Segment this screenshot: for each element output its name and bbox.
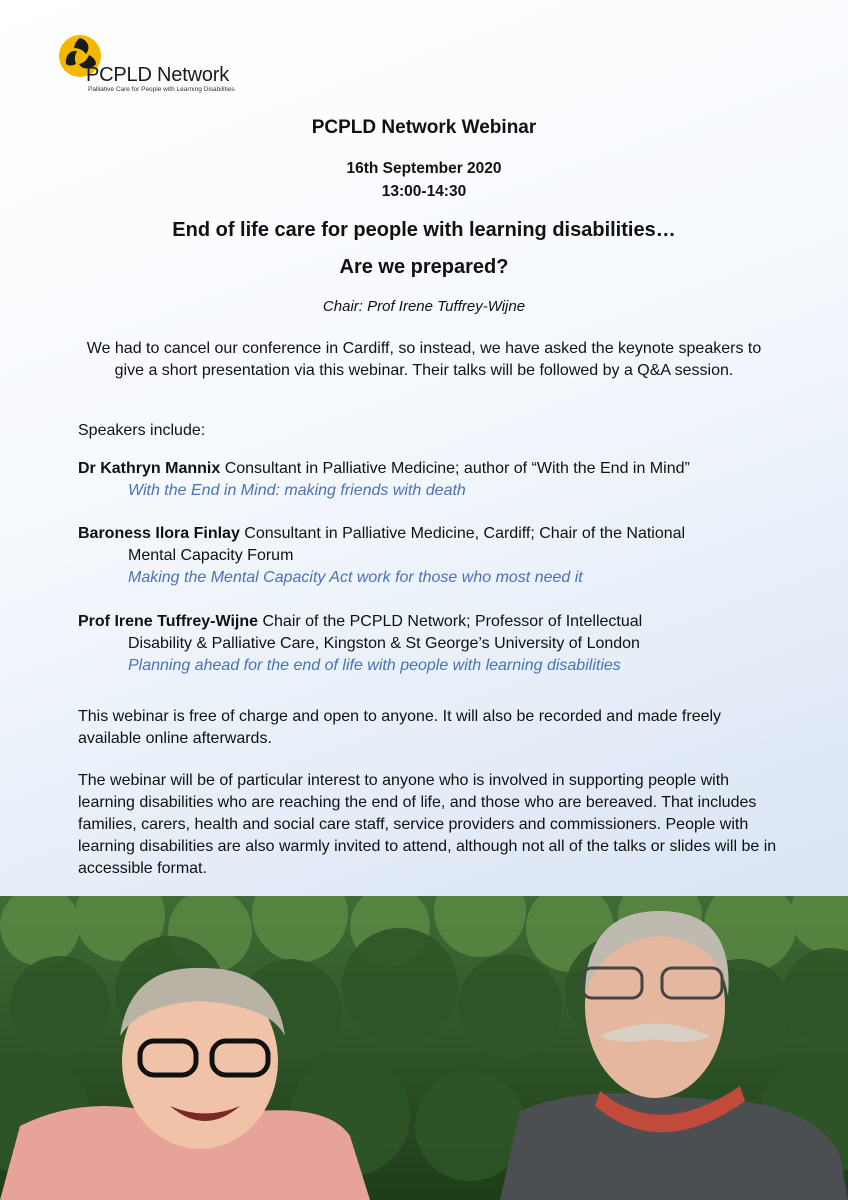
speaker-name: Prof Irene Tuffrey-Wijne: [78, 613, 259, 630]
speaker-role: Consultant in Palliative Medicine, Cardiff; Chair of the National: [239, 525, 686, 542]
logo-tagline: Palliative Care for People with Learning Disabilities: [88, 86, 235, 93]
speaker-tuffrey-wijne: [78, 611, 808, 677]
speakers-heading: Speakers include:: [78, 422, 206, 439]
speaker-mannix: [78, 458, 808, 502]
logo-name: PCPLD Network: [86, 64, 229, 86]
speaker-role: Consultant in Palliative Medicine; author of “With the End in Mind”: [220, 460, 690, 477]
webinar-title: PCPLD Network Webinar: [311, 117, 537, 138]
free-access-paragraph: This webinar is free of charge and open to anyone. It will also be recorded and made freely available online afterwards.: [78, 708, 722, 747]
speaker-role-continued: Disability & Palliative Care, Kingston & St George’s University of London: [128, 635, 640, 652]
pcpld-logo: [58, 30, 268, 100]
speaker-name: Dr Kathryn Mannix: [78, 460, 221, 477]
headline-line-2: Are we prepared?: [339, 256, 509, 278]
intro-paragraph: We had to cancel our conference in Cardiff, so instead, we have asked the keynote speakers to give a short presentation via this webinar. Their talks will be followed by a Q&A session.: [86, 340, 762, 379]
headline-line-1: End of life care for people with learning disabilities…: [172, 219, 676, 241]
speaker-finlay: [78, 523, 808, 589]
event-date: 16th September 2020: [346, 160, 502, 177]
talk-title: Making the Mental Capacity Act work for those who most need it: [128, 569, 583, 586]
talk-title: Planning ahead for the end of life with people with learning disabilities: [128, 657, 621, 674]
audience-paragraph: The webinar will be of particular interest to anyone who is involved in supporting people with learning disabilities who are reaching the end of life, and those who are bereaved. That includes families, carers, health and social care staff, service providers and commissioners. People with learning disabilities are also warmly invited to attend, although not all of the talks or slides will be in accessible format.: [78, 772, 777, 877]
speaker-role-continued: Mental Capacity Forum: [128, 547, 294, 564]
speakers-photo: [0, 896, 848, 1200]
photo-illustration: [0, 896, 848, 1200]
event-time: 13:00-14:30: [381, 183, 467, 200]
speaker-name: Baroness Ilora Finlay: [78, 525, 240, 542]
speaker-role: Chair of the PCPLD Network; Professor of Intellectual: [258, 613, 643, 630]
chair-line: Chair: Prof Irene Tuffrey-Wijne: [322, 298, 526, 315]
talk-title: With the End in Mind: making friends with death: [128, 482, 466, 499]
